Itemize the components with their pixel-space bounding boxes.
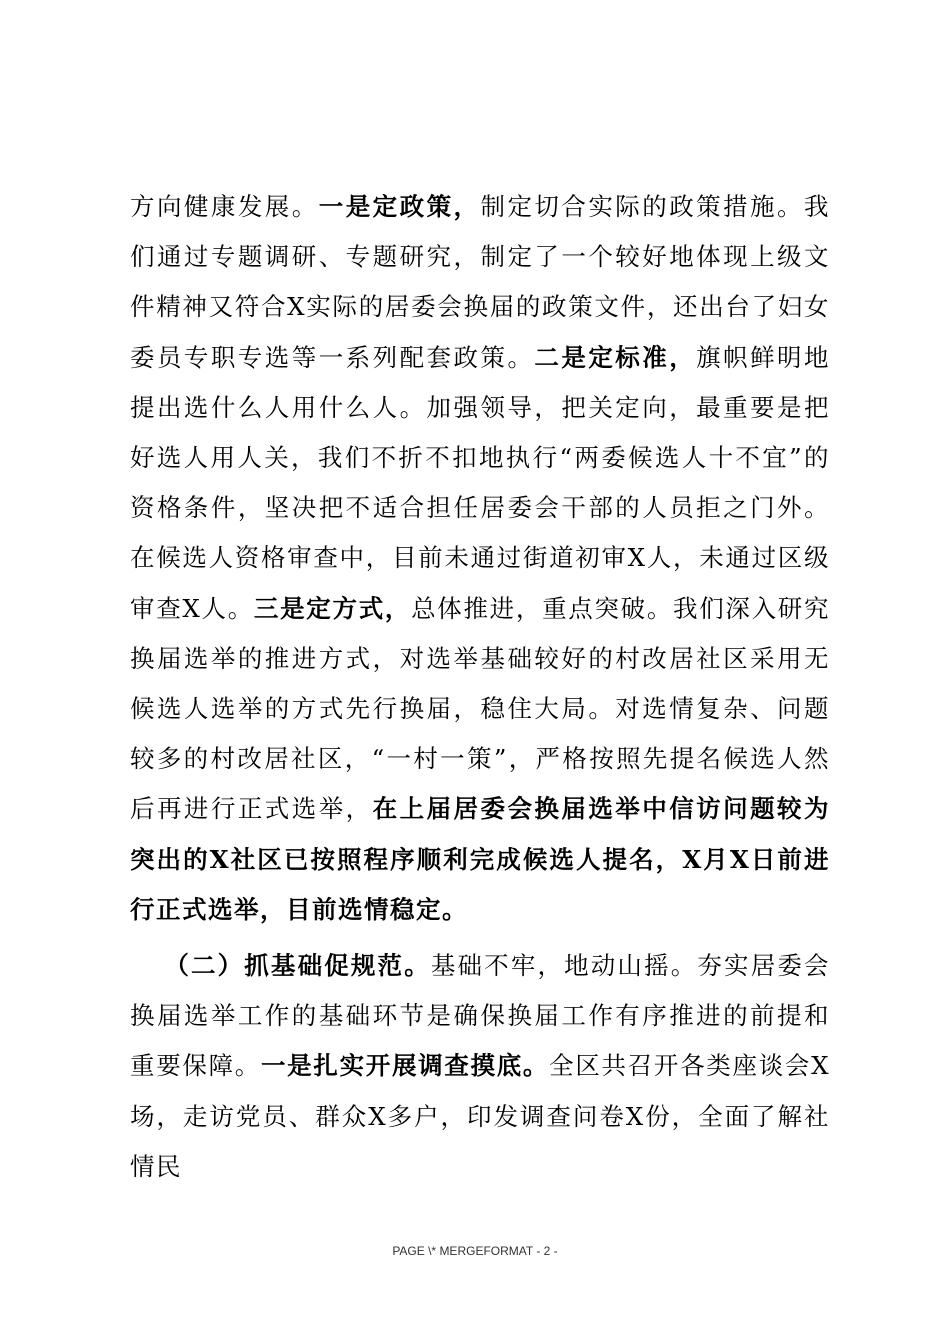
bold-highlight-sentence: 在上届居委会换届选举中信访问题较为突出的X社区已按照程序顺利完成候选人提名，X月X日前进行正式选举，目前选情稳定。 bbox=[130, 794, 830, 924]
paragraph-policy-standards-methods bbox=[130, 182, 830, 935]
text-segment: 全区共召开各类座谈会X场，走访党员、群众X多户，印发调查问卷X份，全面了解社情民 bbox=[130, 1051, 831, 1181]
document-body bbox=[130, 182, 830, 1192]
text-segment: 旗帜鲜明地提出选什么人用什么人。加强领导，把关定向，最重要是把好选人用人关，我们不折不扣地执行“两委候选人十不宜”的资格条件，坚决把不适合担任居委会干部的人员拒之门外。在候选人资格审查中，目前未通过街道初审X人，未通过区级审查X人。 bbox=[130, 342, 831, 623]
text-segment: 方向健康发展。 bbox=[130, 192, 319, 221]
text-segment: 制定切合实际的政策措施。我们通过专题调研、专题研究，制定了一个较好地体现上级文件精神又符合X实际的居委会换届的政策文件，还出台了妇女委员专职专选等一系列配套政策。 bbox=[130, 192, 831, 372]
paragraph-foundation-standardization bbox=[130, 941, 830, 1192]
text-segment: 总体推进，重点突破。我们深入研究换届选举的推进方式，对选举基础较好的村改居社区采用无候选人选举的方式先行换届，稳住大局。对选情复杂、问题较多的村改居社区，“一村一策”，严格按照先提名候选人然后再进行正式选举， bbox=[130, 593, 831, 824]
page-footer: PAGE \* MERGEFORMAT - 2 - bbox=[392, 1244, 558, 1258]
bold-heading-survey: 一是扎实开展调查摸底。 bbox=[260, 1051, 550, 1081]
bold-heading-policy: 一是定政策， bbox=[318, 192, 481, 221]
bold-heading-standards: 二是定标准， bbox=[534, 342, 697, 372]
bold-heading-methods: 三是定方式， bbox=[253, 593, 412, 623]
section-heading-two: （二）抓基础促规范。 bbox=[164, 951, 431, 981]
text-segment: 基础不牢，地动山摇。夯实居委会换届选举工作的基础环节是确保换届工作有序推进的前提和重要保障。 bbox=[130, 951, 831, 1081]
